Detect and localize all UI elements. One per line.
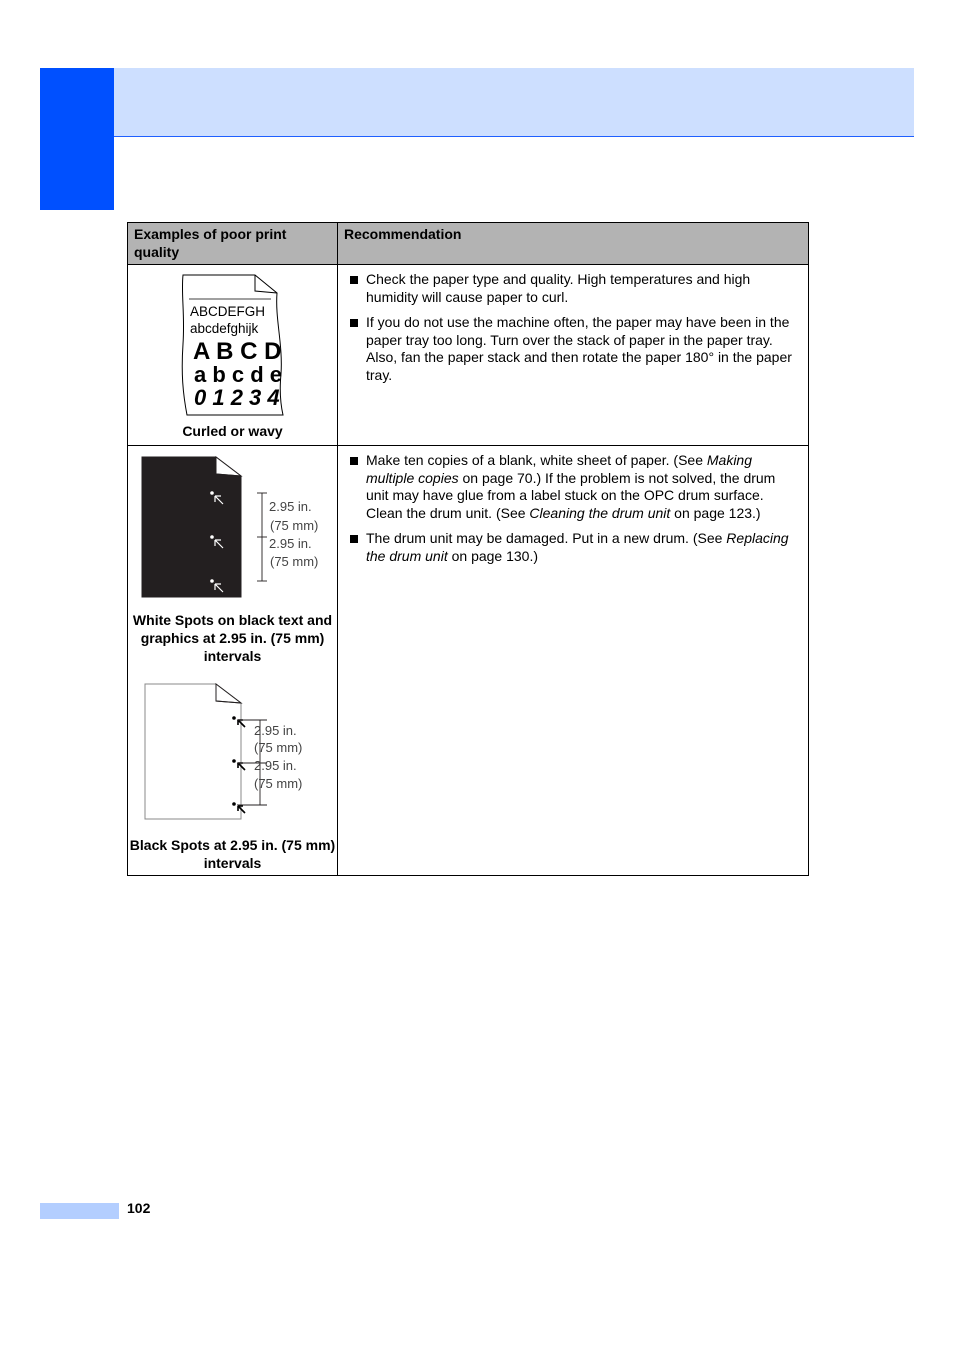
header-recommendation: Recommendation xyxy=(338,223,809,265)
curled-line-5: 0 1 2 3 4 xyxy=(194,385,280,410)
bullet-icon xyxy=(350,457,358,465)
recommendation-list xyxy=(348,271,800,384)
reference-making-multiple-copies: Making multiple copies xyxy=(366,452,753,486)
list-item: The drum unit may be damaged. Put in a new drum. (See Replacing the drum unit on page 130.) xyxy=(348,530,800,565)
header-examples: Examples of poor print quality xyxy=(128,223,338,265)
interval-label-in-2: 2.95 in. xyxy=(269,536,312,551)
recommendation-cell-curled xyxy=(338,265,809,446)
table-row xyxy=(128,446,809,876)
list-item: Make ten copies of a blank, white sheet of paper. (See Making multiple copies on page 70.) If the problem is not solved, the drum unit may have glue from a label stuck on the OPC drum surface. Clean the drum unit. (See Cleaning the drum unit on page 123.) xyxy=(348,452,800,522)
curled-line-3: A B C D xyxy=(193,338,282,365)
interval-label-in-1: 2.95 in. xyxy=(269,499,312,514)
recommendation-list xyxy=(348,452,800,565)
interval-label-in-4: 2.95 in. xyxy=(254,758,297,773)
caption-white-spots: White Spots on black text and graphics at 2.95 in. (75 mm) intervals xyxy=(132,612,333,664)
black-spots-illustration xyxy=(144,683,334,821)
curled-paper-illustration xyxy=(179,274,285,416)
example-cell-spots xyxy=(128,446,338,876)
bullet-icon xyxy=(350,276,358,284)
curled-line-1: ABCDEFGH xyxy=(190,304,266,319)
caption-curled: Curled or wavy xyxy=(182,423,283,439)
print-quality-table xyxy=(127,222,809,876)
bullet-icon xyxy=(350,319,358,327)
footer-bar xyxy=(40,1203,119,1219)
interval-label-mm-2: (75 mm) xyxy=(270,554,319,569)
interval-brackets xyxy=(257,493,267,581)
interval-label-mm-3: (75 mm) xyxy=(254,740,303,755)
interval-label-mm-1: (75 mm) xyxy=(270,518,319,533)
page-number: 102 xyxy=(127,1200,151,1216)
reference-replacing-drum-unit: Replacing the drum unit xyxy=(366,530,789,564)
list-item: Check the paper type and quality. High temperatures and high humidity will cause paper to curl. xyxy=(348,271,800,306)
example-cell-curled xyxy=(128,265,338,446)
header-band xyxy=(113,68,914,137)
interval-label-mm-4: (75 mm) xyxy=(254,776,303,791)
table-row xyxy=(128,265,809,446)
interval-label-in-3: 2.95 in. xyxy=(254,723,297,738)
chapter-tab xyxy=(40,68,114,210)
bullet-icon xyxy=(350,535,358,543)
caption-black-spots: Black Spots at 2.95 in. (75 mm) intervals xyxy=(129,837,336,871)
table-header-row xyxy=(128,223,809,265)
reference-cleaning-drum-unit: Cleaning the drum unit xyxy=(529,504,671,521)
recommendation-cell-spots xyxy=(338,446,809,876)
curled-line-2: abcdefghijk xyxy=(190,321,259,336)
curled-line-4: a b c d e xyxy=(194,362,283,387)
list-item: If you do not use the machine often, the paper may have been in the paper tray too long. Turn over the stack of paper in the paper tray. Also, fan the paper stack and then rotate the paper 180° in the paper tray. xyxy=(348,314,800,384)
white-spots-illustration xyxy=(141,456,331,598)
